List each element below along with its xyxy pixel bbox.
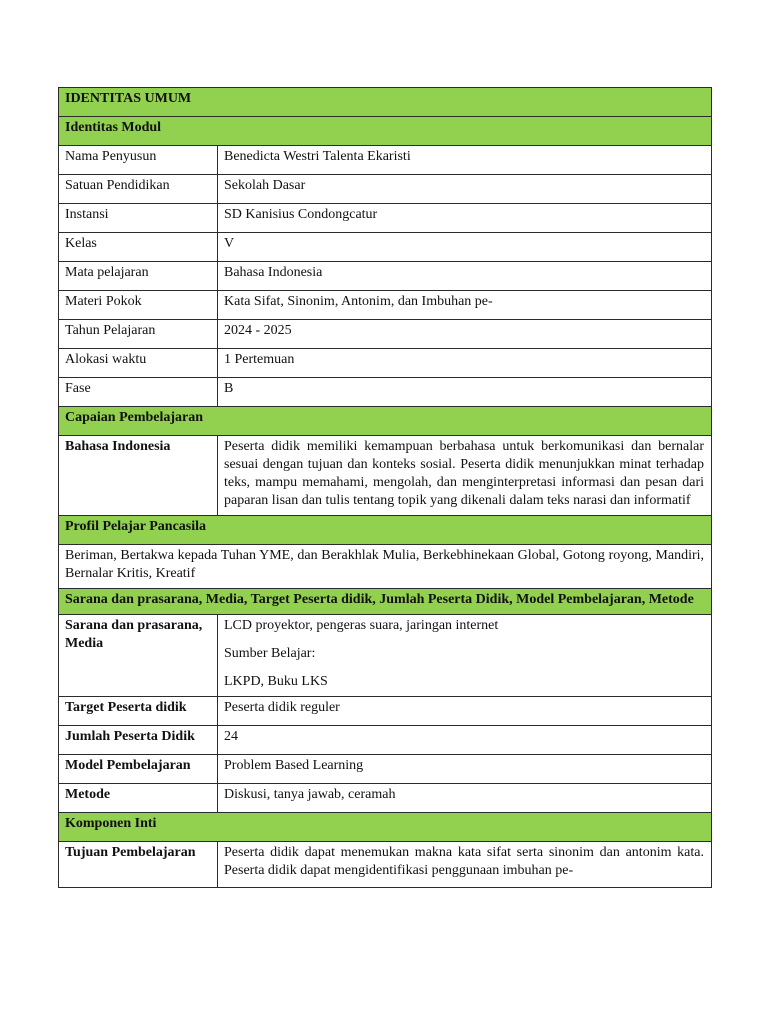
table-row: [59, 175, 712, 204]
section-title-sarana: Sarana dan prasarana, Media, Target Peserta didik, Jumlah Peserta Didik, Model Pembelajaran, Metode: [59, 589, 712, 615]
row-label: Nama Penyusun: [59, 146, 218, 175]
table-row: [59, 320, 712, 349]
row-label: Target Peserta didik: [59, 697, 218, 726]
tujuan-row: [59, 842, 712, 888]
row-label: Tahun Pelajaran: [59, 320, 218, 349]
tujuan-text: Peserta didik dapat menemukan makna kata sifat serta sinonim dan antonim kata. Peserta didik dapat mengidentifikasi penggunaan imbuhan pe-: [218, 842, 712, 888]
sarana-value: [218, 615, 712, 697]
section-row-identitas-modul: [59, 117, 712, 146]
table-row: [59, 755, 712, 784]
section-title-identitas-umum: IDENTITAS UMUM: [59, 88, 712, 117]
row-value: Bahasa Indonesia: [218, 262, 712, 291]
row-label: Mata pelajaran: [59, 262, 218, 291]
table-row: [59, 204, 712, 233]
row-value: V: [218, 233, 712, 262]
table-row: [59, 146, 712, 175]
row-value: SD Kanisius Condongcatur: [218, 204, 712, 233]
section-title-komponen-inti: Komponen Inti: [59, 813, 712, 842]
profil-text: Beriman, Bertakwa kepada Tuhan YME, dan Berakhlak Mulia, Berkebhinekaan Global, Gotong royong, Mandiri, Bernalar Kritis, Kreatif: [59, 545, 712, 589]
row-value: Kata Sifat, Sinonim, Antonim, dan Imbuhan pe-: [218, 291, 712, 320]
profil-row: [59, 545, 712, 589]
section-row-komponen-inti: [59, 813, 712, 842]
sumber-belajar-label: Sumber Belajar:: [224, 646, 316, 661]
sarana-row: [59, 615, 712, 697]
row-label: Metode: [59, 784, 218, 813]
tujuan-label: Tujuan Pembelajaran: [59, 842, 218, 888]
sarana-label: Sarana dan prasarana, Media: [59, 615, 218, 697]
row-label: Instansi: [59, 204, 218, 233]
section-title-capaian: Capaian Pembelajaran: [59, 407, 712, 436]
row-label: Model Pembelajaran: [59, 755, 218, 784]
capaian-label: Bahasa Indonesia: [59, 436, 218, 516]
row-value: B: [218, 378, 712, 407]
table-row: [59, 349, 712, 378]
capaian-row: [59, 436, 712, 516]
module-identity-table: [58, 87, 712, 888]
sarana-media-line: LCD proyektor, pengeras suara, jaringan internet: [224, 618, 499, 633]
row-value: Diskusi, tanya jawab, ceramah: [218, 784, 712, 813]
section-title-profil: Profil Pelajar Pancasila: [59, 516, 712, 545]
row-label: Satuan Pendidikan: [59, 175, 218, 204]
row-value: Sekolah Dasar: [218, 175, 712, 204]
sumber-belajar-value: LKPD, Buku LKS: [224, 674, 328, 689]
capaian-text: Peserta didik memiliki kemampuan berbahasa untuk berkomunikasi dan bernalar sesuai dengan tujuan dan konteks sosial. Peserta didik menunjukkan minat terhadap teks, mampu memahami, mengolah, dan menginterpretasi informasi dan pesan dari paparan lisan dan tulis tentang topik yang dikenali dalam teks narasi dan informatif: [218, 436, 712, 516]
section-title-identitas-modul: Identitas Modul: [59, 117, 712, 146]
row-value: Benedicta Westri Talenta Ekaristi: [218, 146, 712, 175]
table-row: [59, 233, 712, 262]
row-value: 1 Pertemuan: [218, 349, 712, 378]
section-row-capaian: [59, 407, 712, 436]
section-row-profil: [59, 516, 712, 545]
row-label: Materi Pokok: [59, 291, 218, 320]
row-value: Peserta didik reguler: [218, 697, 712, 726]
row-label: Fase: [59, 378, 218, 407]
row-label: Alokasi waktu: [59, 349, 218, 378]
section-row-identitas-umum: [59, 88, 712, 117]
row-label: Kelas: [59, 233, 218, 262]
row-value: 2024 - 2025: [218, 320, 712, 349]
table-row: [59, 726, 712, 755]
section-row-sarana: [59, 589, 712, 615]
row-value: 24: [218, 726, 712, 755]
row-value: Problem Based Learning: [218, 755, 712, 784]
table-row: [59, 291, 712, 320]
table-row: [59, 697, 712, 726]
table-row: [59, 378, 712, 407]
table-row: [59, 784, 712, 813]
row-label: Jumlah Peserta Didik: [59, 726, 218, 755]
table-row: [59, 262, 712, 291]
